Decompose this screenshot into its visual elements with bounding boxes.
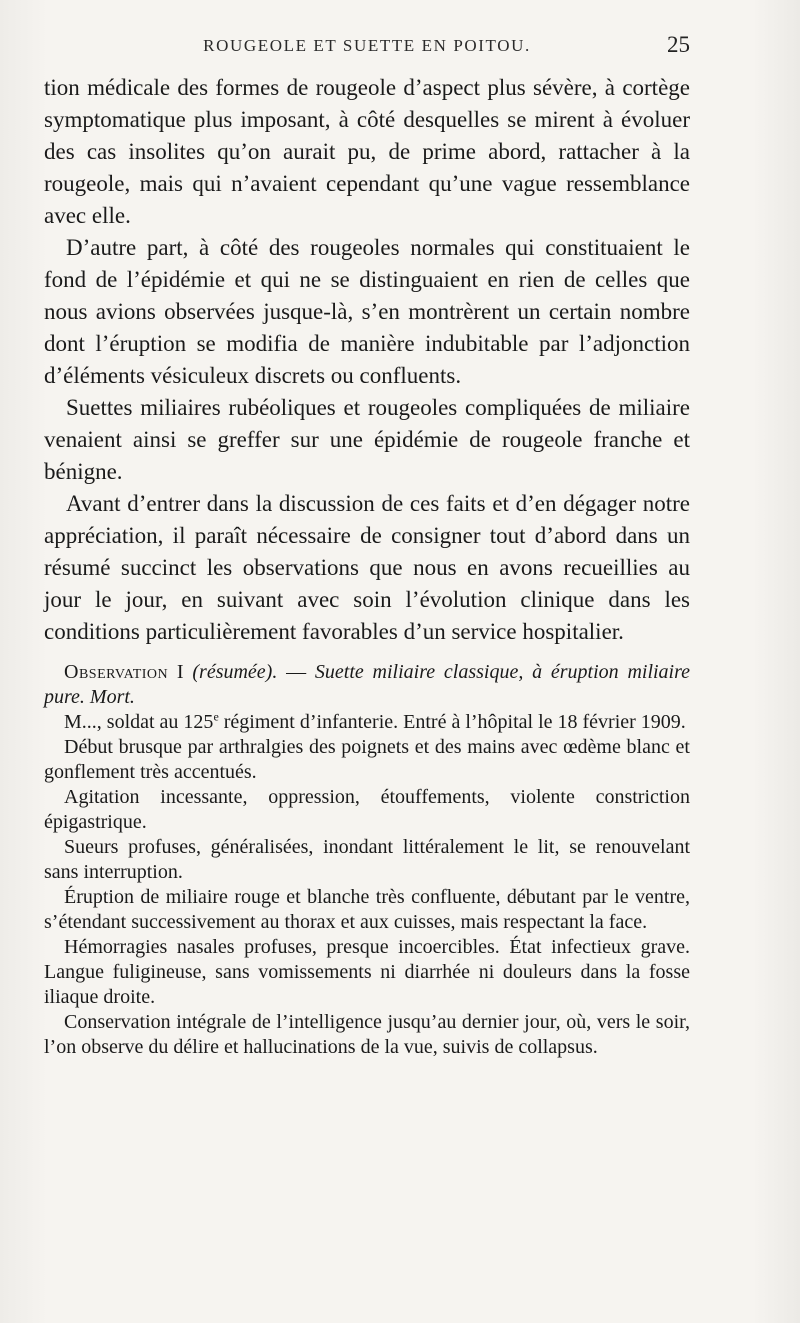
observation-dash: —: [277, 661, 315, 683]
paragraph: tion médicale des formes de rougeole d’aspect plus sévère, à cortège symptomatique plus imposant, à côté desquelles se mirent à évoluer des cas insolites qu’on aurait pu, de prime abord, rattacher à la rougeole, mais qui n’avaient cependant qu’une vague ressemblance avec elle.: [44, 75, 690, 228]
observation-note: Hémorragies nasales profuses, presque incoercibles. État infectieux grave. Langue fuligineuse, sans vomissements ni diarrhée ni douleurs dans la fosse iliaque droite.: [44, 936, 690, 1008]
paragraph: Avant d’entrer dans la discussion de ces faits et d’en dégager notre appréciation, il paraît nécessaire de consigner tout d’abord dans un résumé succinct les observations que nous en avons recueillies au jour le jour, en suivant avec soin l’évolution clinique dans les conditions particulièrement favorables d’un service hospitalier.: [44, 491, 690, 644]
observation-note: Début brusque par arthralgies des poignets et des mains avec œdème blanc et gonflement très accentués.: [44, 736, 690, 783]
page-header: [44, 30, 690, 70]
paragraph: D’autre part, à côté des rougeoles normales qui constituaient le fond de l’épidémie et qui ne se distinguaient en rien de celles que nous avions observées jusque-là, s’en montrèrent un certain nombre dont l’éruption se modifia de manière indubitable par l’adjonction d’éléments vésiculeux discrets ou confluents.: [44, 235, 690, 388]
observation-note: Agitation incessante, oppression, étouffements, violente constriction épigastrique.: [44, 786, 690, 833]
observation-note: Éruption de miliaire rouge et blanche très confluente, débutant par le ventre, s’étendant successivement au thorax et aux cuisses, mais respectant la face.: [44, 886, 690, 933]
observation-note: Sueurs profuses, généralisées, inondant littéralement le lit, se renouvelant sans interruption.: [44, 836, 690, 883]
body-text: [44, 72, 690, 1060]
patient-line-end: régiment d’infanterie. Entré à l’hôpital le 18 février 1909.: [218, 711, 686, 733]
page-number: 25: [667, 32, 690, 57]
observation-qualifier: (résumée).: [192, 661, 278, 683]
paragraph: Suettes miliaires rubéoliques et rougeoles compliquées de miliaire venaient ainsi se greffer sur une épidémie de rougeole franche et bénigne.: [44, 395, 690, 484]
observation-number: I: [176, 661, 184, 683]
observation-label: Observation: [64, 661, 169, 683]
observation-title: Suette miliaire classique, à éruption miliaire pure. Mort.: [44, 661, 691, 708]
running-head: ROUGEOLE ET SUETTE EN POITOU.: [203, 36, 531, 55]
ordinal-superscript: e: [213, 709, 219, 724]
patient-line-start: M..., soldat au 125: [64, 711, 214, 733]
patient-line: [44, 710, 690, 735]
observation-heading: [44, 660, 690, 710]
observation-note: Conservation intégrale de l’intelligence jusqu’au dernier jour, où, vers le soir, l’on observe du délire et hallucinations de la vue, suivis de collapsus.: [44, 1011, 690, 1058]
